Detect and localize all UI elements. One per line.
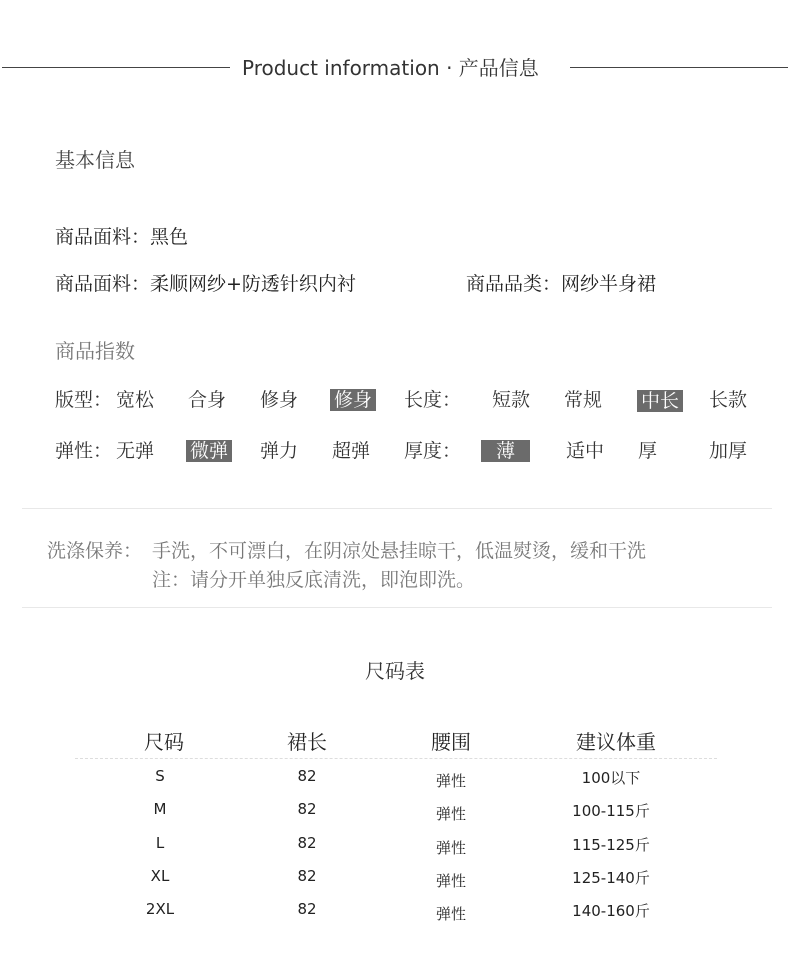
col-header-length: 裙长 bbox=[287, 730, 327, 754]
color-info: 商品面料：黑色 bbox=[55, 226, 189, 248]
elasticity-label: 弹性： bbox=[55, 440, 113, 462]
size-chart-title: 尺码表 bbox=[365, 659, 425, 683]
header-rule-left bbox=[2, 67, 230, 68]
table-cell: 82 bbox=[297, 900, 317, 918]
care-instructions: 手洗，不可漂白，在阴凉处悬挂晾干，低温熨烫，缓和干洗 bbox=[152, 540, 647, 562]
table-cell: 125-140斤 bbox=[572, 869, 650, 887]
elasticity-option-stretch: 弹力 bbox=[260, 440, 299, 462]
length-label: 长度： bbox=[404, 389, 462, 411]
care-label: 洗涤保养： bbox=[47, 540, 143, 562]
care-note: 注：请分开单独反底清洗，即泡即洗。 bbox=[152, 569, 476, 591]
fabric-info: 商品面料：柔顺网纱+防透针织内衬 bbox=[55, 273, 356, 295]
table-header-rule bbox=[75, 758, 717, 759]
section-title: Product information · 产品信息 bbox=[242, 56, 539, 80]
table-cell: 弹性 bbox=[435, 772, 466, 790]
table-cell: S bbox=[155, 767, 165, 785]
length-option-short: 短款 bbox=[492, 389, 531, 411]
thickness-option-extra: 加厚 bbox=[709, 440, 748, 462]
thickness-label: 厚度： bbox=[404, 440, 462, 462]
fit-option-loose: 宽松 bbox=[116, 389, 155, 411]
table-cell: 弹性 bbox=[435, 905, 466, 923]
table-cell: 2XL bbox=[145, 900, 175, 918]
length-option-long: 长款 bbox=[709, 389, 748, 411]
col-header-weight: 建议体重 bbox=[576, 730, 656, 754]
elasticity-option-none: 无弹 bbox=[116, 440, 155, 462]
basic-info-heading: 基本信息 bbox=[55, 148, 135, 172]
thickness-option-medium: 适中 bbox=[566, 440, 605, 462]
fit-label: 版型： bbox=[55, 389, 113, 411]
length-option-selected: 中长 bbox=[637, 390, 683, 412]
divider-top bbox=[22, 508, 772, 509]
table-cell: 82 bbox=[297, 867, 317, 885]
table-cell: 82 bbox=[297, 800, 317, 818]
elasticity-option-selected: 微弹 bbox=[186, 440, 232, 462]
length-option-regular: 常规 bbox=[564, 389, 603, 411]
thickness-option-thick: 厚 bbox=[638, 440, 658, 462]
table-cell: XL bbox=[150, 867, 170, 885]
table-cell: M bbox=[153, 800, 167, 818]
table-cell: 弹性 bbox=[435, 805, 466, 823]
fit-option-regular: 合身 bbox=[188, 389, 227, 411]
table-cell: 弹性 bbox=[435, 839, 466, 857]
divider-bottom bbox=[22, 607, 772, 608]
table-cell: 82 bbox=[297, 834, 317, 852]
fit-option-slim: 修身 bbox=[260, 389, 299, 411]
col-header-waist: 腰围 bbox=[431, 730, 471, 754]
table-cell: 100-115斤 bbox=[572, 802, 650, 820]
table-cell: 82 bbox=[297, 767, 317, 785]
table-cell: L bbox=[155, 834, 165, 852]
table-cell: 115-125斤 bbox=[572, 836, 650, 854]
fit-option-selected: 修身 bbox=[330, 389, 376, 411]
table-cell: 100以下 bbox=[581, 769, 641, 787]
header-rule-right bbox=[570, 67, 788, 68]
table-cell: 弹性 bbox=[435, 872, 466, 890]
section-header bbox=[0, 54, 790, 82]
table-cell: 140-160斤 bbox=[572, 902, 650, 920]
thickness-option-selected: 薄 bbox=[481, 440, 530, 462]
category-info: 商品品类：网纱半身裙 bbox=[466, 273, 657, 295]
elasticity-option-super: 超弹 bbox=[332, 440, 371, 462]
product-index-heading: 商品指数 bbox=[55, 339, 135, 363]
col-header-size: 尺码 bbox=[144, 730, 184, 754]
